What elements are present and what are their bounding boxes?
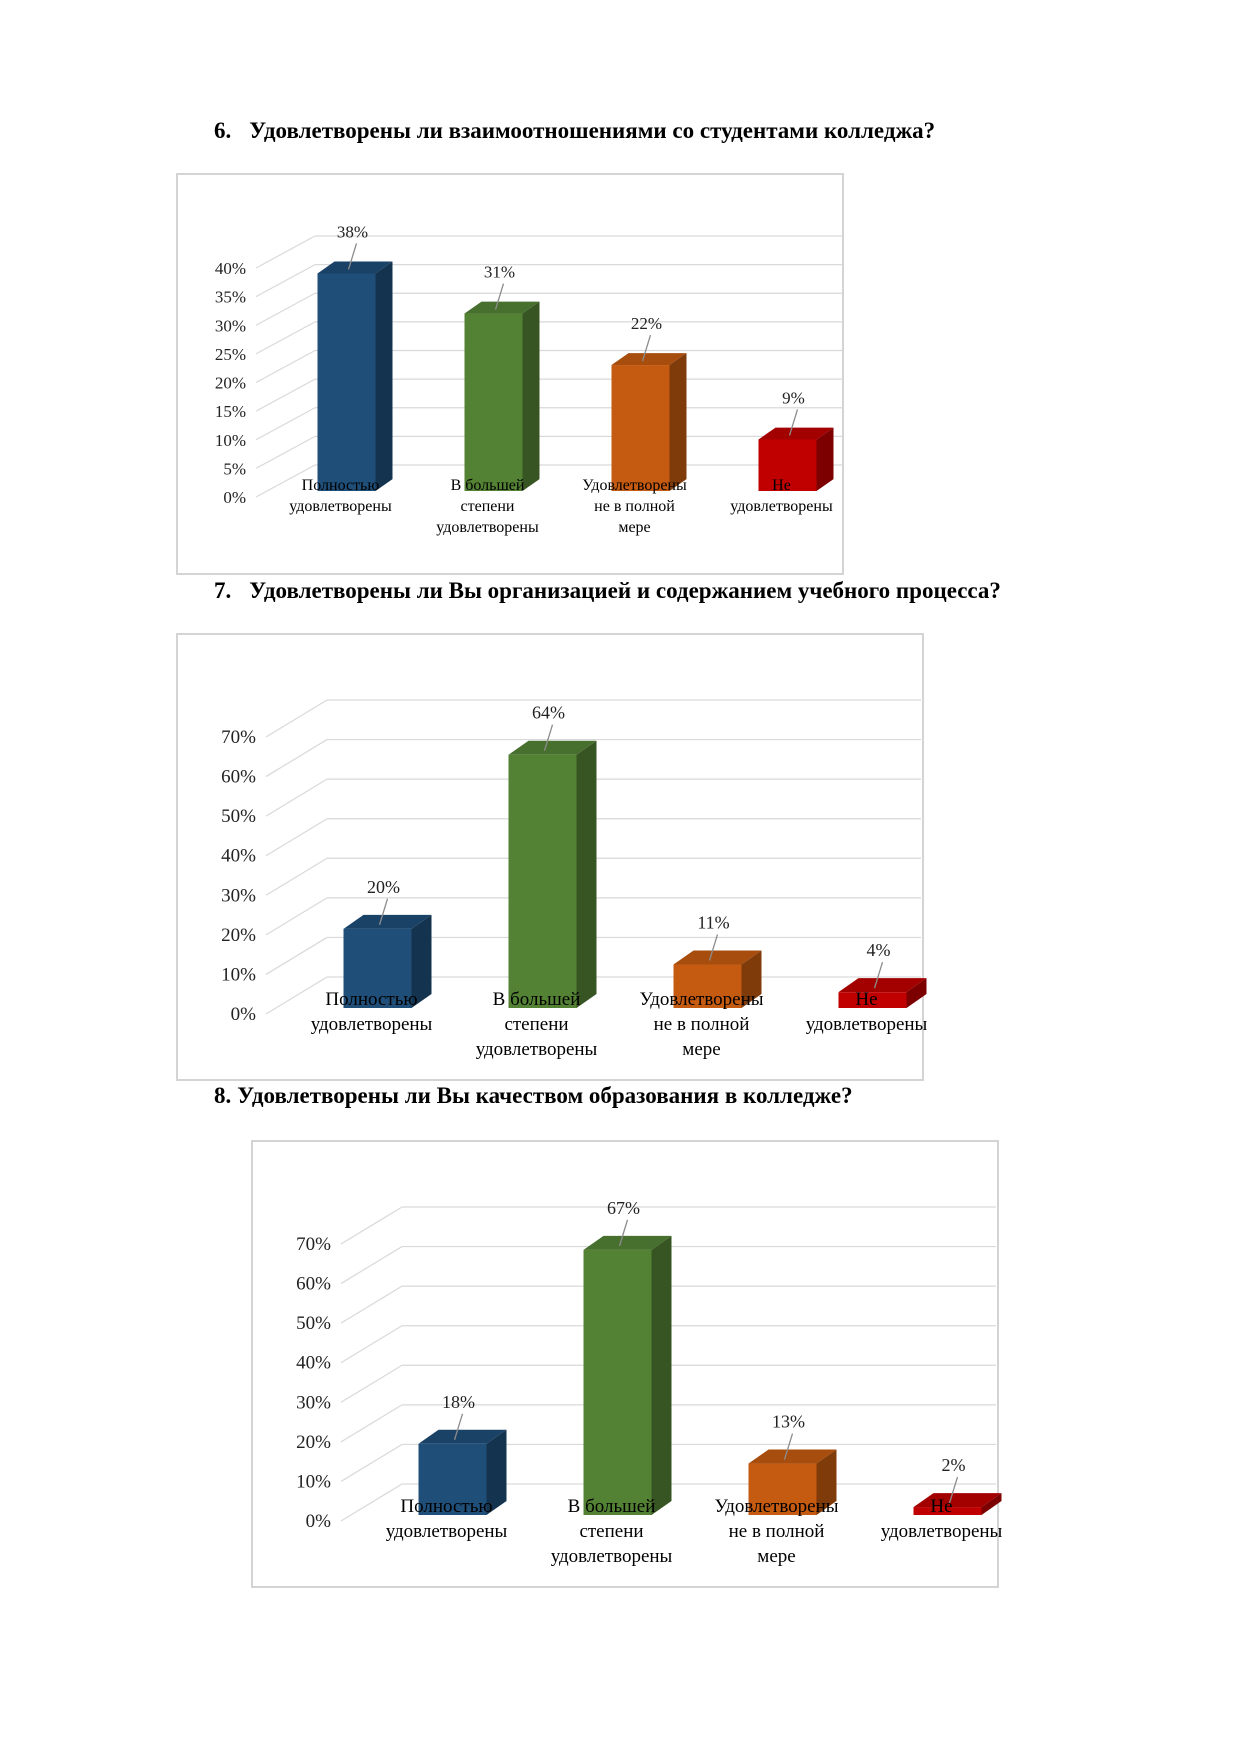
category-label xyxy=(787,987,947,1037)
y-tick-label: 0% xyxy=(223,488,246,507)
question-8-title xyxy=(214,1083,853,1109)
category-label xyxy=(555,475,715,538)
category-label xyxy=(457,987,617,1062)
category-label-line: не в полной xyxy=(594,498,675,515)
question-8-number: 8. xyxy=(214,1083,232,1108)
y-tick-label: 10% xyxy=(221,964,256,986)
data-label: 67% xyxy=(607,1197,640,1218)
category-label-line: В большей xyxy=(567,1496,656,1517)
gridline-side xyxy=(256,408,315,440)
category-label-line: Не xyxy=(855,989,878,1010)
gridline-side xyxy=(341,1405,402,1442)
data-label: 2% xyxy=(941,1455,966,1476)
chart-8-frame xyxy=(251,1140,1003,1588)
data-label: 4% xyxy=(866,940,891,961)
category-label-line: Удовлетворены xyxy=(714,1496,839,1517)
data-label: 38% xyxy=(336,222,369,242)
question-7-number: 7. xyxy=(214,578,232,603)
gridline-side xyxy=(266,898,327,935)
y-tick-label: 20% xyxy=(221,924,256,946)
gridline-side xyxy=(256,436,315,468)
category-label-line: В большей xyxy=(492,989,581,1010)
gridline-side xyxy=(256,379,315,411)
category-label xyxy=(862,1494,1022,1544)
chart-6-frame xyxy=(176,173,844,575)
data-label: 31% xyxy=(483,262,516,282)
category-label-line: удовлетворены xyxy=(310,1014,433,1035)
gridline-side xyxy=(256,236,315,268)
y-tick-label: 30% xyxy=(221,885,256,907)
y-tick-label: 60% xyxy=(296,1273,331,1295)
question-7-text: Удовлетворены ли Вы организацией и содержанием учебного процесса? xyxy=(249,578,1001,603)
category-label-line: Полностью xyxy=(301,477,380,494)
gridline-side xyxy=(266,740,327,777)
gridline-side xyxy=(341,1326,402,1363)
gridline-side xyxy=(256,351,315,383)
category-label xyxy=(261,475,421,517)
gridline-side xyxy=(341,1286,402,1323)
category-label-line: удовлетворены xyxy=(436,519,539,536)
category-label-line: удовлетворены xyxy=(805,1014,928,1035)
category-label-line: Полностью xyxy=(325,989,418,1010)
bar xyxy=(584,1236,672,1515)
gridline-side xyxy=(266,700,327,737)
category-label-line: степени xyxy=(460,498,515,515)
data-label: 22% xyxy=(630,314,663,334)
data-label: 11% xyxy=(697,912,730,933)
category-label-line: Удовлетворены xyxy=(582,477,687,494)
category-label-line: Не xyxy=(772,477,791,494)
question-6-title xyxy=(214,118,935,144)
gridline-side xyxy=(256,265,315,297)
y-tick-label: 40% xyxy=(296,1352,331,1374)
category-label-line: Полностью xyxy=(400,1496,493,1517)
gridline-side xyxy=(256,293,315,325)
y-tick-label: 60% xyxy=(221,766,256,788)
y-tick-label: 0% xyxy=(305,1511,331,1532)
y-tick-label: 0% xyxy=(230,1004,256,1025)
y-tick-label: 50% xyxy=(296,1313,331,1335)
category-label xyxy=(532,1494,692,1569)
category-label xyxy=(367,1494,527,1544)
y-tick-label: 70% xyxy=(221,727,256,748)
y-tick-label: 40% xyxy=(214,259,246,278)
y-tick-label: 10% xyxy=(214,430,246,450)
category-label-line: мере xyxy=(682,1039,721,1060)
category-label xyxy=(292,987,452,1037)
category-label xyxy=(408,475,568,538)
category-label-line: Не xyxy=(930,1496,953,1517)
category-label-line: мере xyxy=(757,1546,796,1567)
gridline-side xyxy=(341,1444,402,1481)
category-label-line: Удовлетворены xyxy=(639,989,764,1010)
gridline-side xyxy=(266,937,327,974)
question-8-text: Удовлетворены ли Вы качеством образования в колледже? xyxy=(237,1083,853,1108)
category-label xyxy=(697,1494,857,1569)
y-tick-label: 15% xyxy=(214,402,246,422)
gridline-side xyxy=(266,779,327,816)
category-label-line: мере xyxy=(618,519,651,536)
bar xyxy=(318,262,393,491)
data-label: 13% xyxy=(772,1411,805,1432)
category-label-line: удовлетворены xyxy=(475,1039,598,1060)
gridline-side xyxy=(266,858,327,895)
y-tick-label: 40% xyxy=(221,845,256,867)
chart-7-frame xyxy=(176,633,928,1081)
category-label-line: не в полной xyxy=(728,1521,825,1542)
data-label: 9% xyxy=(782,388,805,408)
data-label: 18% xyxy=(442,1391,475,1412)
y-tick-label: 10% xyxy=(296,1471,331,1493)
category-label-line: не в полной xyxy=(653,1014,750,1035)
y-tick-label: 35% xyxy=(214,287,246,307)
data-label: 20% xyxy=(367,876,400,897)
gridline-side xyxy=(341,1365,402,1402)
gridline-side xyxy=(266,819,327,856)
question-7-title xyxy=(214,578,1001,604)
y-tick-label: 5% xyxy=(223,459,246,479)
category-label-line: удовлетворены xyxy=(880,1521,1003,1542)
y-tick-label: 20% xyxy=(214,373,246,393)
category-label-line: удовлетворены xyxy=(730,498,833,515)
gridline-side xyxy=(256,322,315,354)
y-tick-label: 30% xyxy=(214,316,246,336)
category-label-line: удовлетворены xyxy=(385,1521,508,1542)
category-label xyxy=(622,987,782,1062)
y-tick-label: 70% xyxy=(296,1234,331,1255)
y-tick-label: 30% xyxy=(296,1392,331,1414)
gridline-side xyxy=(341,1247,402,1284)
category-label-line: В большей xyxy=(450,477,525,494)
bar xyxy=(509,741,597,1008)
bar xyxy=(612,353,687,491)
category-label-line: удовлетворены xyxy=(289,498,392,515)
category-label-line: удовлетворены xyxy=(550,1546,673,1567)
category-label-line: степени xyxy=(579,1521,644,1542)
y-tick-label: 20% xyxy=(296,1431,331,1453)
y-tick-label: 25% xyxy=(214,344,246,364)
category-label xyxy=(702,475,862,517)
data-label: 64% xyxy=(532,702,565,723)
y-tick-label: 50% xyxy=(221,806,256,828)
bar xyxy=(465,302,540,491)
question-6-number: 6. xyxy=(214,118,232,143)
category-label-line: степени xyxy=(504,1014,569,1035)
gridline-side xyxy=(341,1207,402,1244)
question-6-text: Удовлетворены ли взаимоотношениями со студентами колледжа? xyxy=(249,118,936,143)
